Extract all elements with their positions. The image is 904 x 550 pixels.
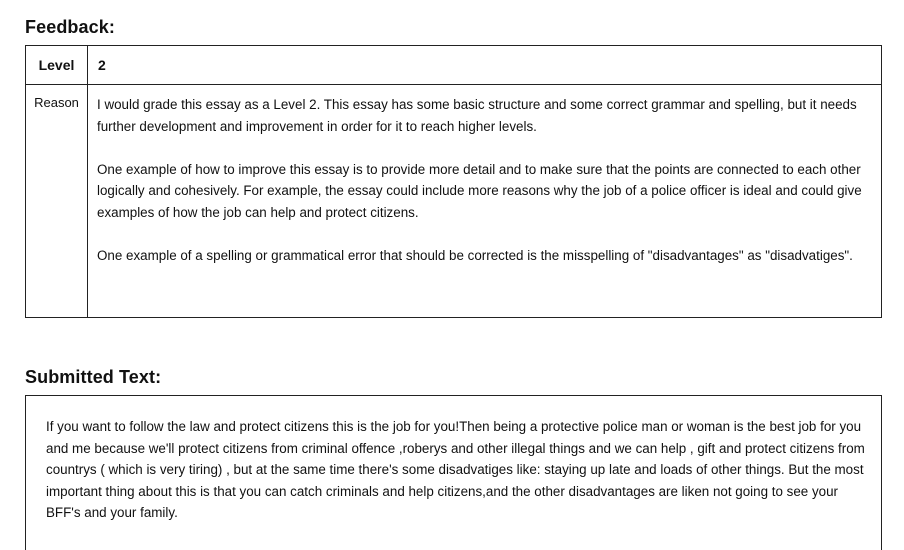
submitted-text-box	[25, 395, 882, 550]
level-label: Level	[38, 57, 75, 73]
level-row	[26, 46, 881, 85]
level-value: 2	[98, 57, 106, 73]
reason-text	[97, 94, 877, 288]
submitted-text-heading: Submitted Text:	[25, 367, 162, 387]
reason-label: Reason	[34, 95, 79, 110]
feedback-table	[25, 45, 882, 318]
reason-paragraph: One example of a spelling or grammatical error that should be corrected is the misspelling of "disadvantages" as "disadvatiges".	[97, 247, 853, 263]
column-divider	[87, 46, 88, 317]
reason-paragraph: I would grade this essay as a Level 2. This essay has some basic structure and some correct grammar and spelling, but it needs further development and improvement in order for it to reach higher levels.	[97, 97, 857, 134]
reason-paragraph: One example of how to improve this essay is to provide more detail and to make sure that the points are connected to each other logically and cohesively. For example, the essay could include more reasons why the job of a police officer is ideal and could give examples of how the job can help and protect citizens.	[97, 161, 862, 220]
feedback-heading: Feedback:	[25, 17, 115, 37]
submitted-essay-text: If you want to follow the law and protect citizens this is the job for you!Then being a protective police man or woman is the best job for you and me because we'll protect citizens from criminal offence ,roberys and other illegal things and we can help , gift and protect citizens from countrys ( which is very tiring) , but at the same time there's some disadvatiges like: staying up late and loads of other things. But the most important thing about this is that you can catch criminals and help citizens,and the other disadvantages are liken not going to see your BFF's and your family.	[46, 419, 865, 520]
